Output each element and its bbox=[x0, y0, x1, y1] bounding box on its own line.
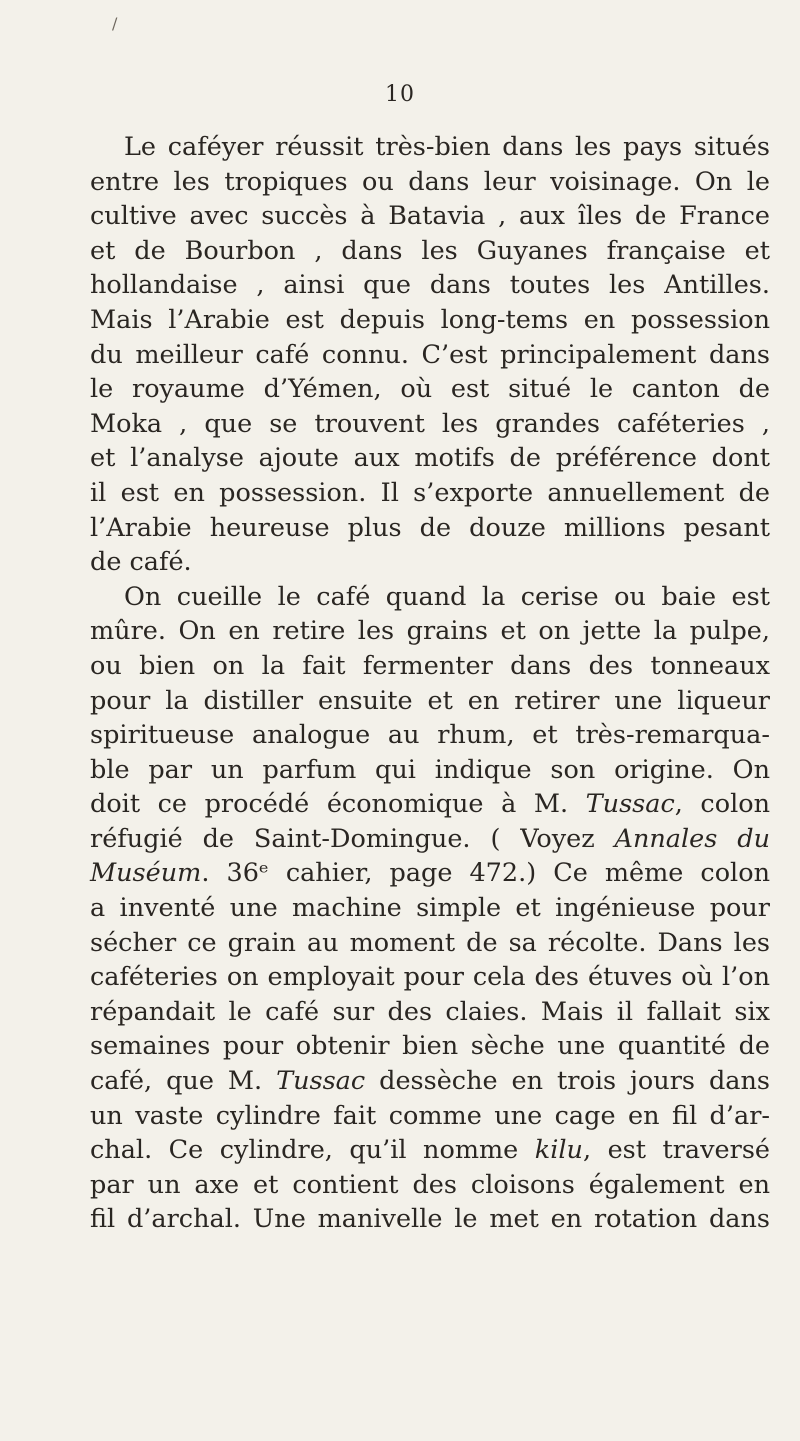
text-segment: un vaste cylindre fait comme une cage en fil d’ar- bbox=[90, 1100, 770, 1131]
text-segment: le royaume d’Yémen, où est situé le canton de bbox=[90, 374, 770, 405]
text-segment: l’Arabie heureuse plus de douze millions pesant bbox=[90, 512, 770, 543]
text-line bbox=[90, 995, 770, 1030]
page-number: 10 bbox=[385, 82, 415, 107]
text-segment: semaines pour obtenir bien sèche une quantité de bbox=[90, 1031, 770, 1062]
text-line bbox=[90, 130, 770, 165]
text-line bbox=[90, 787, 770, 822]
text-line bbox=[90, 718, 770, 753]
italic-segment: Tussac bbox=[585, 789, 675, 820]
text-segment: caféteries on employait pour cela des étuves où l’on bbox=[90, 962, 770, 993]
text-line bbox=[90, 1099, 770, 1134]
text-segment: café, que M. bbox=[90, 1066, 277, 1097]
text-line bbox=[90, 1064, 770, 1099]
text-segment: , colon bbox=[674, 789, 770, 820]
text-line bbox=[90, 441, 770, 476]
italic-segment: Muséum bbox=[90, 858, 202, 889]
text-line bbox=[90, 649, 770, 684]
paragraph bbox=[90, 130, 770, 580]
text-line bbox=[90, 1029, 770, 1064]
text-segment: répandait le café sur des claies. Mais il fallait six bbox=[90, 996, 770, 1027]
text-line bbox=[90, 926, 770, 961]
text-segment: chal. Ce cylindre, qu’il nomme bbox=[90, 1135, 535, 1166]
text-line bbox=[90, 303, 770, 338]
text-line bbox=[90, 511, 770, 546]
text-line bbox=[90, 580, 770, 615]
text-line bbox=[90, 545, 770, 580]
text-segment: Le caféyer réussit très-bien dans les pays situés bbox=[124, 132, 770, 162]
text-line bbox=[90, 234, 770, 269]
text-segment: . 36ᵉ cahier, page 472.) Ce même colon bbox=[201, 858, 770, 889]
text-segment: cultive avec succès à Batavia , aux îles de France bbox=[90, 201, 770, 232]
text-segment: a inventé une machine simple et ingénieuse pour bbox=[90, 893, 770, 924]
text-line bbox=[90, 165, 770, 200]
text-line bbox=[90, 338, 770, 373]
text-segment: hollandaise , ainsi que dans toutes les Antilles. bbox=[90, 270, 770, 301]
text-segment: par un axe et contient des cloisons également en bbox=[90, 1169, 770, 1200]
text-segment: Mais l’Arabie est depuis long-tems en possession bbox=[90, 304, 770, 335]
text-line bbox=[90, 753, 770, 788]
text-segment: Moka , que se trouvent les grandes caféteries , bbox=[90, 408, 770, 439]
text-line bbox=[90, 476, 770, 511]
text-line bbox=[90, 960, 770, 995]
text-line bbox=[90, 891, 770, 926]
text-segment: fil d’archal. Une manivelle le met en rotation dans bbox=[90, 1204, 770, 1235]
text-line bbox=[90, 822, 770, 857]
text-line bbox=[90, 614, 770, 649]
corner-mark: / bbox=[112, 14, 118, 33]
text-segment: de café. bbox=[90, 547, 192, 578]
text-line bbox=[90, 1168, 770, 1203]
text-segment: et de Bourbon , dans les Guyanes française et bbox=[90, 235, 770, 266]
text-segment: , est traversé bbox=[582, 1135, 770, 1166]
text-line bbox=[90, 407, 770, 442]
text-line bbox=[90, 856, 770, 891]
text-segment: ble par un parfum qui indique son origine. On bbox=[90, 754, 770, 785]
text-segment: On cueille le café quand la cerise ou baie est bbox=[124, 581, 770, 612]
text-segment: mûre. On en retire les grains et on jette la pulpe, bbox=[90, 616, 770, 647]
text-segment: entre les tropiques ou dans leur voisinage. On le bbox=[90, 166, 770, 197]
text-segment: réfugié de Saint-Domingue. ( Voyez bbox=[90, 823, 615, 854]
text-segment: il est en possession. Il s’exporte annuellement de bbox=[90, 477, 770, 508]
text-line bbox=[90, 684, 770, 719]
italic-segment: Tussac bbox=[276, 1066, 366, 1097]
text-line bbox=[90, 1202, 770, 1237]
body-text bbox=[90, 130, 770, 1237]
text-segment: du meilleur café connu. C’est principalement dans bbox=[90, 339, 770, 370]
text-segment: ou bien on la fait fermenter dans des tonneaux bbox=[90, 650, 770, 681]
text-segment: pour la distiller ensuite et en retirer une liqueur bbox=[90, 685, 770, 716]
italic-segment: kilu bbox=[534, 1135, 583, 1166]
text-segment: dessèche en trois jours dans bbox=[365, 1066, 770, 1097]
text-segment: et l’analyse ajoute aux motifs de préférence dont bbox=[90, 443, 770, 474]
paragraph bbox=[90, 580, 770, 1237]
text-segment: spiritueuse analogue au rhum, et très-remarqua- bbox=[90, 720, 770, 751]
text-line bbox=[90, 372, 770, 407]
text-line bbox=[90, 1133, 770, 1168]
italic-segment: Annales du bbox=[614, 823, 770, 854]
text-segment: doit ce procédé économique à M. bbox=[90, 789, 586, 820]
text-line bbox=[90, 268, 770, 303]
text-line bbox=[90, 199, 770, 234]
text-segment: sécher ce grain au moment de sa récolte. Dans les bbox=[90, 927, 770, 958]
